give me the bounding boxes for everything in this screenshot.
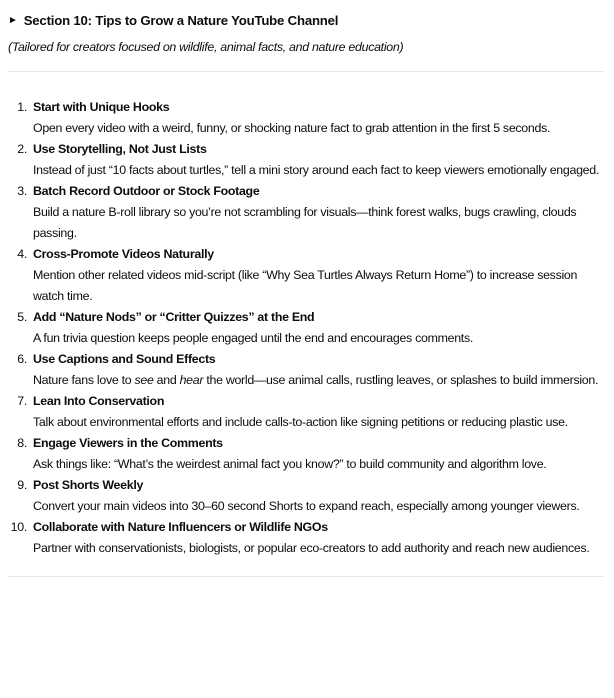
desc-text: and: [153, 373, 180, 387]
list-item: [8, 97, 604, 139]
list-item-title: Use Storytelling, Not Just Lists: [33, 142, 207, 156]
list-item-description: Mention other related videos mid-script (like “Why Sea Turtles Always Return Home”) to increase session watch time.: [33, 268, 578, 303]
list-item-description: Ask things like: “What’s the weirdest animal fact you know?” to build community and algorithm love.: [33, 457, 547, 471]
list-item: [8, 139, 604, 181]
list-item: [8, 433, 604, 475]
desc-emphasis: see: [134, 373, 154, 387]
tips-list: [8, 97, 604, 559]
desc-text: Nature fans love to: [33, 373, 135, 387]
list-item-body: [33, 97, 604, 139]
bottom-divider: [8, 576, 604, 577]
list-item-description: [33, 370, 604, 391]
list-item-title: Batch Record Outdoor or Stock Footage: [33, 184, 260, 198]
list-item-title: Post Shorts Weekly: [33, 478, 144, 492]
list-item-description: A fun trivia question keeps people engaged until the end and encourages comments.: [33, 331, 473, 345]
desc-text: the world—use animal calls, rustling leaves, or splashes to build immersion.: [203, 373, 599, 387]
desc-emphasis: hear: [179, 373, 204, 387]
list-item: [8, 391, 604, 433]
list-item: [8, 349, 604, 391]
list-item-body: [33, 139, 604, 181]
collapse-triangle-icon[interactable]: ►: [8, 15, 18, 26]
list-item-title: Cross-Promote Videos Naturally: [33, 247, 214, 261]
list-item: [8, 475, 604, 517]
list-item-description: Partner with conservationists, biologists, or popular eco-creators to add authority and reach new audiences.: [33, 541, 590, 555]
list-item-body: [33, 517, 604, 559]
list-item-body: [33, 244, 604, 307]
list-item-description: Convert your main videos into 30–60 second Shorts to expand reach, especially among younger viewers.: [33, 499, 580, 513]
list-item: [8, 517, 604, 559]
list-item-number: 1.: [17, 100, 27, 114]
list-item-title: Collaborate with Nature Influencers or Wildlife NGOs: [33, 520, 328, 534]
top-divider: [8, 71, 604, 72]
section-title: Section 10: Tips to Grow a Nature YouTube Channel: [23, 13, 339, 28]
list-item-body: [33, 475, 604, 517]
list-item-title: Start with Unique Hooks: [33, 100, 170, 114]
list-item-number: 7.: [17, 394, 27, 408]
list-item-description: Build a nature B-roll library so you’re not scrambling for visuals—think forest walks, bugs crawling, clouds passing.: [33, 205, 577, 240]
list-item-number: 9.: [17, 478, 27, 492]
list-item-title: Lean Into Conservation: [33, 394, 165, 408]
list-item-number: 2.: [17, 142, 27, 156]
list-item-number: 5.: [17, 310, 27, 324]
list-item-body: [33, 391, 604, 433]
list-item-number: 3.: [17, 184, 27, 198]
list-item-body: [33, 349, 604, 391]
list-item-title: Engage Viewers in the Comments: [33, 436, 223, 450]
list-item-number: 10.: [10, 520, 27, 534]
list-item-body: [33, 181, 604, 244]
list-item-number: 8.: [17, 436, 27, 450]
list-item-description: Instead of just “10 facts about turtles,” tell a mini story around each fact to keep viewers emotionally engaged.: [33, 163, 599, 177]
list-item-body: [33, 307, 604, 349]
section-header: [8, 10, 604, 32]
list-item-description: Open every video with a weird, funny, or shocking nature fact to grab attention in the first 5 seconds.: [33, 121, 551, 135]
list-item-title: Add “Nature Nods” or “Critter Quizzes” at the End: [33, 310, 315, 324]
list-item-number: 6.: [17, 352, 27, 366]
list-item: [8, 181, 604, 244]
list-item-description: Talk about environmental efforts and include calls-to-action like signing petitions or reducing plastic use.: [33, 415, 568, 429]
section-subtitle: (Tailored for creators focused on wildlife, animal facts, and nature education): [8, 40, 404, 54]
list-item: [8, 244, 604, 307]
list-item-body: [33, 433, 604, 475]
list-item-title: Use Captions and Sound Effects: [33, 352, 216, 366]
list-item: [8, 307, 604, 349]
list-item-number: 4.: [17, 247, 27, 261]
